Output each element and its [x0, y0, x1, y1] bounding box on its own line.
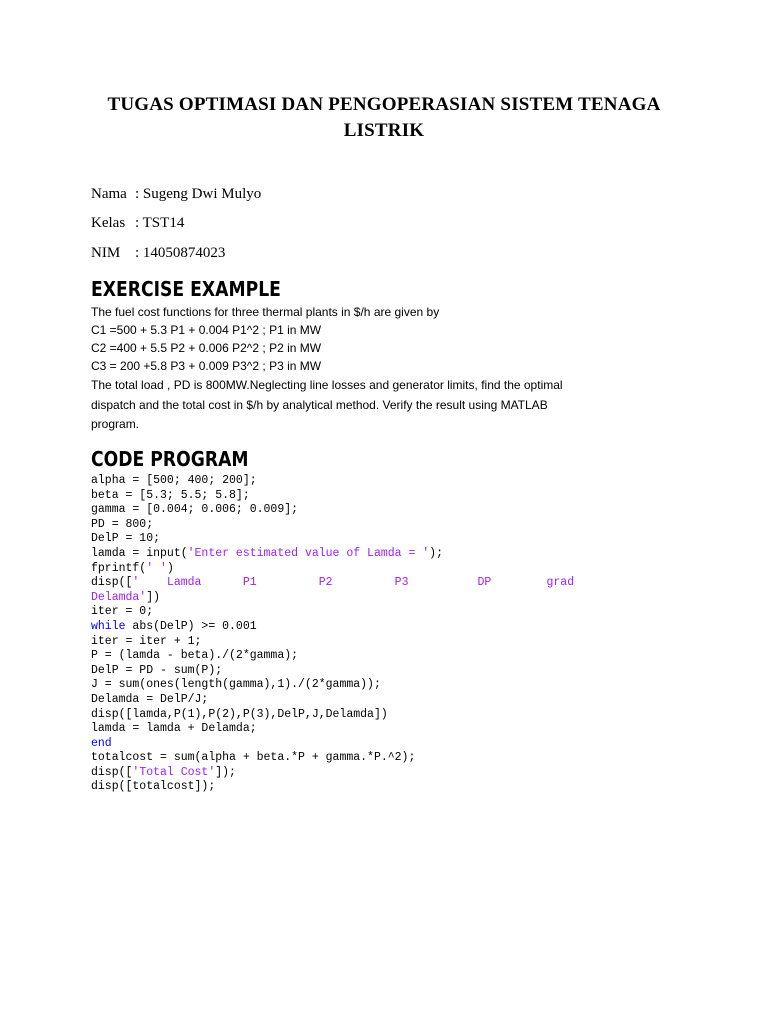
exercise-text-line: program.	[91, 417, 140, 431]
code-string: ' '	[146, 561, 167, 575]
code-token: P = (lamda - beta)./(2*gamma);	[91, 649, 299, 663]
code-token: beta = [5.3; 5.5; 5.8];	[91, 488, 250, 502]
code-keyword: while	[91, 619, 126, 633]
code-token: ])	[146, 590, 161, 604]
code-string: 'Total Cost'	[132, 765, 216, 779]
exercise-text-line: C3 = 200 +5.8 P3 + 0.009 P3^2 ; P3 in MW	[91, 359, 322, 373]
code-line	[91, 547, 574, 562]
code-line	[91, 474, 574, 489]
code-token: iter = 0;	[91, 605, 154, 619]
identity-label: NIM	[91, 245, 121, 261]
code-string: Delamda'	[91, 590, 147, 604]
code-token: fprintf(	[91, 561, 147, 575]
identity-value: : TST14	[135, 215, 185, 231]
exercise-text-line: The total load , PD is 800MW.Neglecting line losses and generator limits, find the optimal	[91, 378, 563, 392]
code-line	[91, 562, 574, 577]
code-line	[91, 722, 574, 737]
page-title	[80, 92, 688, 144]
code-line	[91, 708, 574, 723]
code-line	[91, 766, 574, 781]
code-line	[91, 635, 574, 650]
code-token: gamma = [0.004; 0.006; 0.009];	[91, 503, 299, 517]
code-line	[91, 605, 574, 620]
code-line	[91, 678, 574, 693]
code-token: DelP = PD - sum(P);	[91, 663, 223, 677]
code-line	[91, 649, 574, 664]
code-token: disp([lamda,P(1),P(2),P(3),DelP,J,Delamda])	[91, 707, 388, 721]
exercise-text-line: The fuel cost functions for three thermal plants in $/h are given by	[91, 305, 440, 319]
code-token: PD = 800;	[91, 517, 154, 531]
code-token: totalcost = sum(alpha + beta.*P + gamma.*P.^2);	[91, 751, 416, 765]
code-token: Delamda = DelP/J;	[91, 692, 209, 706]
exercise-text-line: C2 =400 + 5.5 P2 + 0.006 P2^2 ; P2 in MW	[91, 341, 322, 355]
exercise-text-line: C1 =500 + 5.3 P1 + 0.004 P1^2 ; P1 in MW	[91, 323, 322, 337]
code-line	[91, 576, 574, 591]
identity-nim-row	[91, 243, 225, 263]
code-string: ' Lamda P1 P2 P3 DP grad	[132, 576, 575, 590]
code-token: iter = iter + 1;	[91, 634, 202, 648]
exercise-text-line: dispatch and the total cost in $/h by analytical method. Verify the result using MATLAB	[91, 398, 548, 412]
code-token: disp([	[91, 576, 133, 590]
code-string: 'Enter estimated value of Lamda = '	[187, 546, 430, 560]
identity-label: Nama	[91, 186, 127, 202]
exercise-heading: EXERCISE EXAMPLE	[91, 277, 281, 301]
code-token: ]);	[215, 765, 236, 779]
code-heading: CODE PROGRAM	[91, 447, 249, 471]
code-line	[91, 489, 574, 504]
page-title-line-2: LISTRIK	[343, 120, 425, 141]
code-line	[91, 693, 574, 708]
code-line	[91, 780, 574, 795]
code-token: disp([totalcost]);	[91, 780, 216, 794]
identity-class-row	[91, 213, 184, 233]
code-line	[91, 532, 574, 547]
code-line	[91, 664, 574, 679]
code-line	[91, 591, 574, 606]
identity-label: Kelas	[91, 215, 126, 231]
code-token: lamda = input(	[91, 546, 188, 560]
code-token: abs(DelP) >= 0.001	[125, 619, 257, 633]
code-line	[91, 751, 574, 766]
identity-value: : 14050874023	[135, 245, 226, 261]
code-line	[91, 737, 574, 752]
code-token: J = sum(ones(length(gamma),1)./(2*gamma));	[91, 678, 381, 692]
code-keyword: end	[91, 736, 112, 750]
page-title-line-1: TUGAS OPTIMASI DAN PENGOPERASIAN SISTEM TENAGA	[107, 94, 661, 115]
code-line	[91, 518, 574, 533]
code-token: disp([	[91, 765, 133, 779]
identity-value: : Sugeng Dwi Mulyo	[135, 186, 262, 202]
code-token: );	[429, 546, 443, 560]
code-token: lamda = lamda + Delamda;	[91, 722, 257, 736]
code-line	[91, 620, 574, 635]
code-block	[91, 474, 574, 795]
code-token: )	[166, 561, 174, 575]
code-token: DelP = 10;	[91, 532, 161, 546]
code-token: alpha = [500; 400; 200];	[91, 474, 257, 487]
code-line	[91, 503, 574, 518]
identity-name-row	[91, 184, 261, 204]
